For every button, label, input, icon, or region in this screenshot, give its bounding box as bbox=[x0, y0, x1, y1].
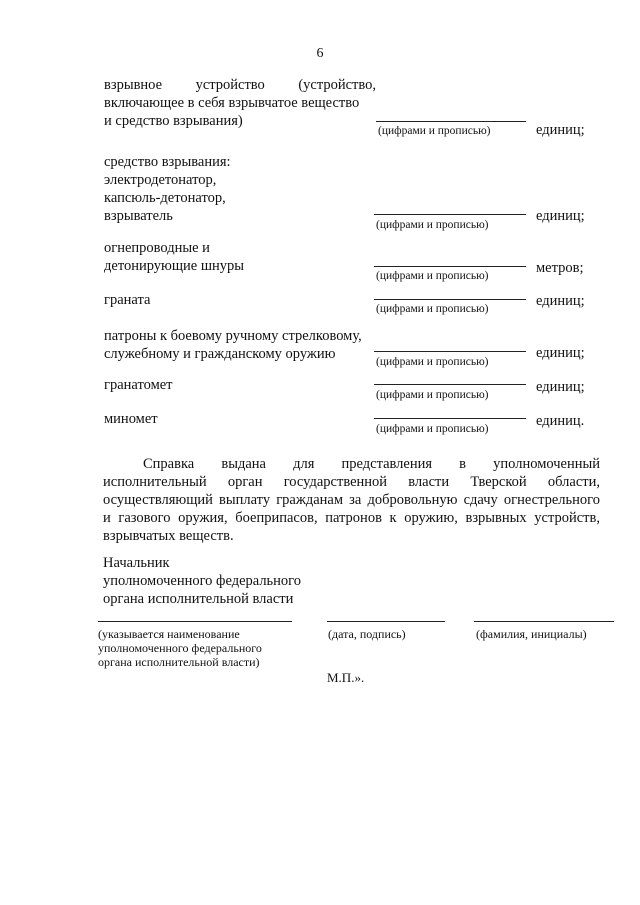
item-fuses-line2: детонирующие шнуры bbox=[104, 258, 245, 274]
org-name-line[interactable] bbox=[98, 621, 292, 622]
amount-field-line-4[interactable] bbox=[374, 299, 526, 300]
amount-hint-5: (цифрами и прописью) bbox=[376, 356, 489, 368]
word-ustroistvo: устройство bbox=[195, 77, 265, 93]
page-number: 6 bbox=[316, 46, 324, 61]
item-detonation-line1: средство взрывания: bbox=[104, 154, 231, 170]
amount-hint-4: (цифрами и прописью) bbox=[376, 303, 489, 315]
item-grenade-launcher-label: гранатомет bbox=[104, 377, 173, 393]
org-hint-line-1: (указывается наименование bbox=[98, 627, 240, 641]
amount-field-line-5[interactable] bbox=[374, 351, 526, 352]
amount-field-line-7[interactable] bbox=[374, 418, 526, 419]
amount-hint-1: (цифрами и прописью) bbox=[378, 125, 491, 137]
unit-label-3: метров; bbox=[536, 260, 584, 276]
item-cartridges-line1: патроны к боевому ручному стрелковому, bbox=[104, 328, 362, 344]
amount-field-line-6[interactable] bbox=[374, 384, 526, 385]
signatory-line-1: Начальник bbox=[103, 555, 170, 571]
item-cartridges-line2: служебному и гражданскому оружию bbox=[104, 346, 336, 362]
unit-label-4: единиц; bbox=[536, 293, 585, 309]
statement-line-2: исполнительный орган государственной власти Тверской области, bbox=[103, 474, 600, 490]
item-detonation-line4: взрыватель bbox=[104, 208, 173, 224]
unit-label-6: единиц; bbox=[536, 379, 585, 395]
full-name-line[interactable] bbox=[474, 621, 614, 622]
amount-hint-2: (цифрами и прописью) bbox=[376, 219, 489, 231]
item-explosive-device-line2: включающее в себя взрывчатое вещество bbox=[104, 95, 360, 111]
statement-line-4: и газового оружия, боеприпасов, патронов к оружию, взрывных устройств, bbox=[103, 510, 600, 526]
item-explosive-device-line1 bbox=[104, 76, 376, 94]
unit-label-5: единиц; bbox=[536, 345, 585, 361]
amount-hint-3: (цифрами и прописью) bbox=[376, 270, 489, 282]
word-ustroistvo-paren: (устройство, bbox=[298, 77, 376, 93]
org-hint-line-2: уполномоченного федерального bbox=[98, 641, 262, 655]
signatory-line-3: органа исполнительной власти bbox=[103, 591, 294, 607]
item-grenade-label: граната bbox=[104, 292, 151, 308]
statement-line-5: взрывчатых веществ. bbox=[103, 528, 234, 544]
item-detonation-line2: электродетонатор, bbox=[104, 172, 217, 188]
statement-paragraph bbox=[103, 455, 600, 545]
unit-label-7: единиц. bbox=[536, 413, 585, 429]
item-explosive-device-line3: и средство взрывания) bbox=[104, 113, 243, 129]
org-hint-line-3: органа исполнительной власти) bbox=[98, 655, 260, 669]
word-vzryvnoe: взрывное bbox=[104, 77, 163, 93]
date-signature-line[interactable] bbox=[327, 621, 445, 622]
statement-line-1: Справка выдана для представления в уполномоченный bbox=[143, 456, 600, 472]
amount-field-line-2[interactable] bbox=[374, 214, 526, 215]
amount-field-line-3[interactable] bbox=[374, 266, 526, 267]
signatory-line-2: уполномоченного федерального bbox=[103, 573, 302, 589]
amount-hint-6: (цифрами и прописью) bbox=[376, 389, 489, 401]
unit-label-1: единиц; bbox=[536, 122, 585, 138]
date-signature-hint: (дата, подпись) bbox=[328, 627, 406, 641]
amount-field-line-1[interactable] bbox=[376, 121, 526, 122]
full-name-hint: (фамилия, инициалы) bbox=[476, 627, 587, 641]
item-detonation-line3: капсюль-детонатор, bbox=[104, 190, 226, 206]
amount-hint-7: (цифрами и прописью) bbox=[376, 423, 489, 435]
item-fuses-line1: огнепроводные и bbox=[104, 240, 210, 256]
statement-line-3: осуществляющий выплату гражданам за добровольную сдачу огнестрельного bbox=[103, 492, 600, 508]
item-mortar-label: миномет bbox=[104, 411, 158, 427]
unit-label-2: единиц; bbox=[536, 208, 585, 224]
stamp-place: М.П.». bbox=[327, 670, 365, 685]
